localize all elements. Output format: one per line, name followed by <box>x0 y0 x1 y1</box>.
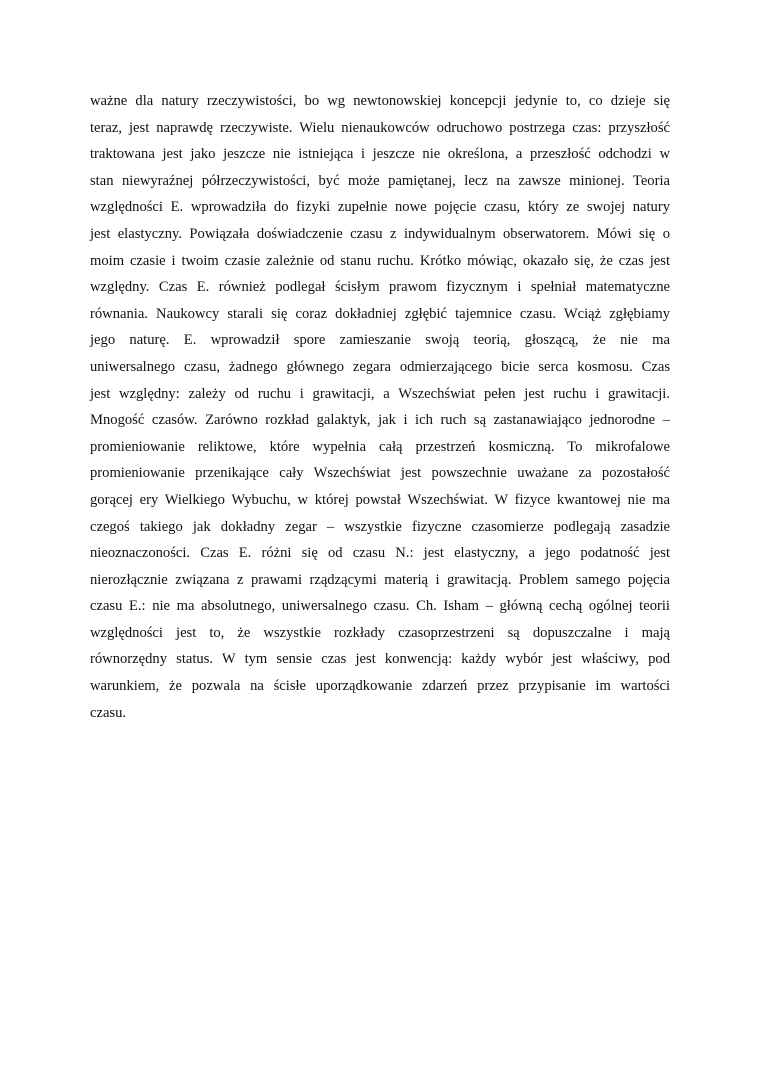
text-line: promieniowanie reliktowe, które wypełnia całą przestrzeń kosmiczną. To mikrofalowe <box>90 438 670 455</box>
text-line: ważne dla natury rzeczywistości, bo wg newtonowskiej koncepcji jedynie to, co dzieje się <box>90 93 670 109</box>
body-paragraph <box>90 88 670 726</box>
text-line: promieniowanie przenikające cały Wszechświat jest powszechnie uważane za pozostałość <box>90 465 670 482</box>
text-line: czasu E.: nie ma absolutnego, uniwersalnego czasu. Ch. Isham – główną cechą ogólnej teorii <box>90 598 670 615</box>
text-line: jest względny: zależy od ruchu i grawitacji, a Wszechświat pełen jest ruchu i grawitacji. <box>90 385 670 402</box>
text-line: jest elastyczny. Powiązała doświadczenie czasu z indywidualnym obserwatorem. Mówi się o <box>90 225 670 242</box>
text-line: czegoś takiego jak dokładny zegar – wszystkie fizyczne czasomierze podlegają zasadzie <box>90 518 670 535</box>
text-line: traktowana jest jako jeszcze nie istniejąca i jeszcze nie określona, a przeszłość odchodzi w <box>90 146 670 163</box>
text-line: Mnogość czasów. Zarówno rozkład galaktyk, jak i ich ruch są zastanawiająco jednorodne – <box>90 412 670 429</box>
text-line: względności jest to, że wszystkie rozkłady czasoprzestrzeni są dopuszczalne i mają <box>90 624 670 641</box>
text-line: warunkiem, że pozwala na ścisłe uporządkowanie zdarzeń przez przypisanie im wartości <box>90 678 670 695</box>
text-line: jego naturę. E. wprowadził spore zamieszanie swoją teorią, głoszącą, że nie ma <box>90 332 670 349</box>
text-line: gorącej ery Wielkiego Wybuchu, w której powstał Wszechświat. W fizyce kwantowej nie ma <box>90 491 670 508</box>
text-line: moim czasie i twoim czasie zależnie od stanu ruchu. Krótko mówiąc, okazało się, że czas jest <box>90 252 670 269</box>
text-line: względny. Czas E. również podlegał ścisłym prawom fizycznym i spełniał matematyczne <box>90 279 670 296</box>
text-line: względności E. wprowadziła do fizyki zupełnie nowe pojęcie czasu, który ze swojej natury <box>90 199 670 216</box>
text-line: nieoznaczoności. Czas E. różni się od czasu N.: jest elastyczny, a jego podatność jest <box>90 545 670 562</box>
text-line: stan niewyraźnej półrzeczywistości, być może pamiętanej, lecz na zawsze minionej. Teoria <box>90 172 670 189</box>
text-line: równania. Naukowcy starali się coraz dokładniej zgłębić tajemnice czasu. Wciąż zgłębiamy <box>90 305 670 322</box>
text-line: teraz, jest naprawdę rzeczywiste. Wielu nienaukowców odruchowo postrzega czas: przyszłość <box>90 119 670 136</box>
text-line: nierozłącznie związana z prawami rządzącymi materią i grawitacją. Problem samego pojęcia <box>90 571 670 588</box>
text-line: równorzędny status. W tym sensie czas jest konwencją: każdy wybór jest właściwy, pod <box>90 651 670 668</box>
text-line: czasu. <box>90 704 127 721</box>
text-line: uniwersalnego czasu, żadnego głównego zegara odmierzającego bicie serca kosmosu. Czas <box>90 358 670 375</box>
